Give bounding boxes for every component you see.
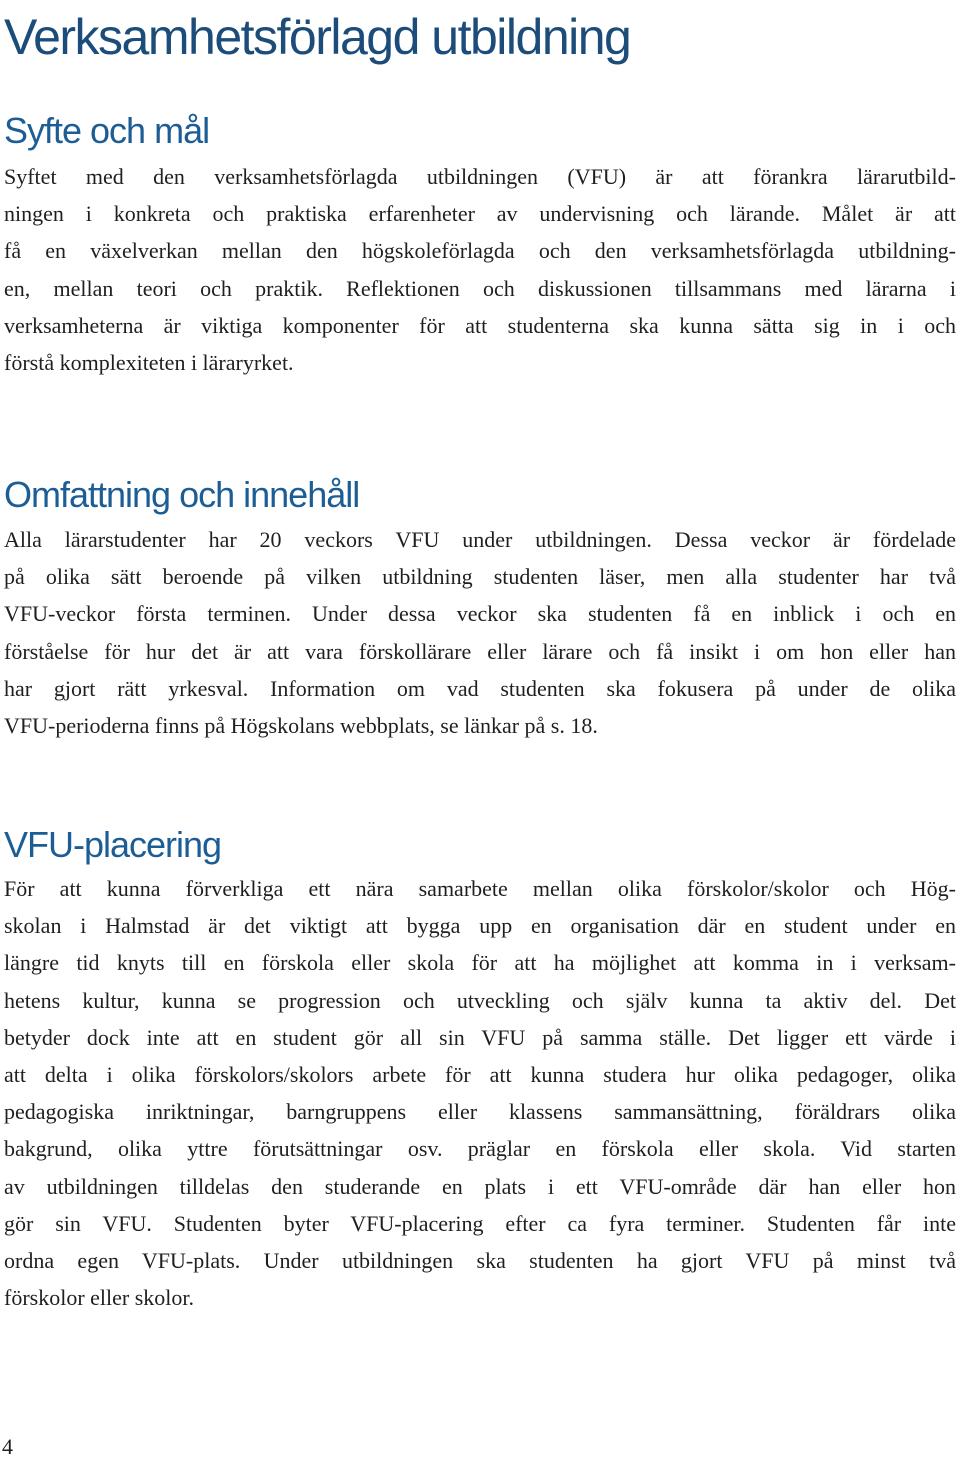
text-line: hetens kultur, kunna se progression och utveckling och själv kunna ta aktiv del. Det bbox=[4, 987, 956, 1013]
text-line: gör sin VFU. Studenten byter VFU-placering efter ca fyra terminer. Studenten får inte bbox=[4, 1210, 956, 1236]
text-line: pedagogiska inriktningar, barngruppens eller klassens sammansättning, föräldrars olika bbox=[4, 1099, 956, 1125]
text-line: VFU-perioderna finns på Högskolans webbplats, se länkar på s. 18. bbox=[4, 713, 598, 739]
text-line: på olika sätt beroende på vilken utbildning studenten läser, men alla studenter har två bbox=[4, 564, 956, 590]
text-line: en, mellan teori och praktik. Reflektionen och diskussionen tillsammans med lärarna i bbox=[4, 275, 956, 301]
text-line: skolan i Halmstad är det viktigt att bygga upp en organisation där en student under en bbox=[4, 913, 956, 939]
text-line: få en växelverkan mellan den högskoleförlagda och den verksamhetsförlagda utbildning- bbox=[4, 238, 956, 264]
section-heading-syfte-och-mal: Syfte och mål bbox=[4, 110, 210, 151]
text-line: Syftet med den verksamhetsförlagda utbildningen (VFU) är att förankra lärarutbild- bbox=[4, 164, 956, 189]
section-body-omfattning-och-innehall bbox=[4, 521, 956, 744]
page-number: 4 bbox=[2, 1434, 13, 1459]
text-line: förstå komplexiteten i läraryrket. bbox=[4, 350, 294, 376]
section-heading-omfattning-och-innehall: Omfattning och innehåll bbox=[4, 474, 360, 515]
text-line: Alla lärarstudenter har 20 veckors VFU under utbildningen. Dessa veckor är fördelade bbox=[4, 527, 956, 552]
text-line: att delta i olika förskolors/skolors arbete för att kunna studera hur olika pedagoger, olika bbox=[4, 1062, 956, 1088]
text-line: längre tid knyts till en förskola eller skola för att ha möjlighet att komma in i verksam- bbox=[4, 950, 956, 976]
section-body-vfu-placering bbox=[4, 870, 956, 1316]
text-line: För att kunna förverkliga ett nära samarbete mellan olika förskolor/skolor och Hög- bbox=[4, 876, 956, 901]
text-line: betyder dock inte att en student gör all sin VFU på samma ställe. Det ligger ett värde i bbox=[4, 1024, 956, 1050]
text-line: förskolor eller skolor. bbox=[4, 1285, 195, 1311]
section-body-syfte-och-mal bbox=[4, 158, 956, 381]
text-line: av utbildningen tilldelas den studerande en plats i ett VFU-område där han eller hon bbox=[4, 1173, 956, 1199]
section-heading-vfu-placering: VFU-placering bbox=[4, 824, 222, 865]
text-line: förståelse för hur det är att vara förskollärare eller lärare och få insikt i om hon eller han bbox=[4, 638, 956, 664]
text-line: verksamheterna är viktiga komponenter för att studenterna ska kunna sätta sig in i och bbox=[4, 312, 956, 338]
page-title: Verksamhetsförlagd utbildning bbox=[4, 9, 631, 65]
text-line: bakgrund, olika yttre förutsättningar osv. präglar en förskola eller skola. Vid starten bbox=[4, 1136, 956, 1162]
text-line: har gjort rätt yrkesval. Information om vad studenten ska fokusera på under de olika bbox=[4, 675, 956, 701]
text-line: ningen i konkreta och praktiska erfarenheter av undervisning och lärande. Målet är att bbox=[4, 201, 956, 227]
text-line: ordna egen VFU-plats. Under utbildningen ska studenten ha gjort VFU på minst två bbox=[4, 1248, 956, 1274]
text-line: VFU-veckor första terminen. Under dessa veckor ska studenten få en inblick i och en bbox=[4, 601, 956, 627]
